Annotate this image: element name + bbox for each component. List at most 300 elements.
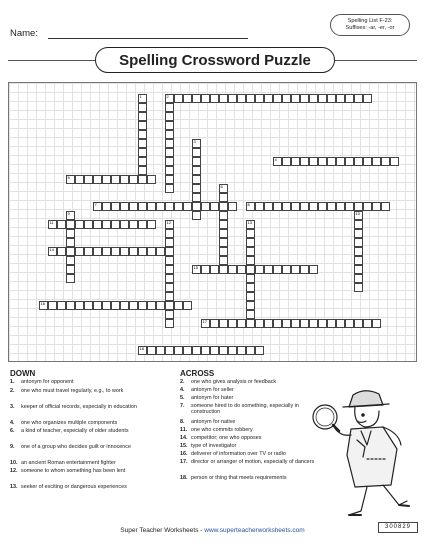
crossword-cell[interactable] [66, 220, 75, 229]
crossword-cell[interactable] [102, 247, 111, 256]
crossword-cell[interactable] [309, 319, 318, 328]
crossword-cell[interactable] [102, 175, 111, 184]
crossword-cell[interactable] [228, 265, 237, 274]
crossword-cell[interactable] [138, 202, 147, 211]
crossword-cell[interactable] [201, 94, 210, 103]
crossword-cell[interactable] [381, 202, 390, 211]
clue-number: 7. [180, 403, 185, 409]
crossword-cell[interactable] [57, 247, 66, 256]
crossword-cell[interactable] [165, 148, 174, 157]
clue-number: 6. [10, 428, 15, 434]
crossword-cell[interactable] [246, 94, 255, 103]
crossword-cell[interactable] [138, 301, 147, 310]
crossword-cell[interactable] [336, 319, 345, 328]
crossword-cell[interactable] [66, 175, 75, 184]
clue-text: keeper of official records, especially in education [21, 404, 137, 410]
clue-text: antonym for opponent [21, 379, 74, 385]
crossword-cell[interactable] [147, 301, 156, 310]
crossword-cell[interactable] [354, 283, 363, 292]
crossword-cell[interactable] [210, 319, 219, 328]
crossword-cell[interactable] [66, 238, 75, 247]
crossword-cell[interactable] [246, 265, 255, 274]
footer-url-link[interactable]: www.superteacherworksheets.com [204, 527, 305, 534]
spelling-list-badge [330, 14, 410, 36]
crossword-cell[interactable] [138, 94, 147, 103]
crossword-cell[interactable] [201, 319, 210, 328]
crossword-cell[interactable] [228, 94, 237, 103]
crossword-cell[interactable] [183, 202, 192, 211]
clue-text: director or arranger of motion, especially of dancers [191, 459, 315, 465]
crossword-cell[interactable] [129, 202, 138, 211]
crossword-cell[interactable] [336, 157, 345, 166]
crossword-cell[interactable] [174, 94, 183, 103]
crossword-cell[interactable] [237, 319, 246, 328]
crossword-cell[interactable] [48, 220, 57, 229]
clue-text: one who must travel regularly, e.g., to work [21, 388, 124, 394]
down-clue [10, 388, 170, 394]
crossword-cell[interactable] [192, 94, 201, 103]
crossword-cell[interactable] [147, 202, 156, 211]
cell-number: 7 [94, 202, 97, 208]
crossword-cell[interactable] [165, 229, 174, 238]
crossword-cell[interactable] [93, 247, 102, 256]
crossword-cell[interactable] [138, 166, 147, 175]
clue-number: 4. [180, 387, 185, 393]
crossword-cell[interactable] [156, 301, 165, 310]
crossword-cell[interactable] [210, 94, 219, 103]
clue-text: deliverer of information over TV or radio [191, 451, 286, 457]
crossword-cell[interactable] [246, 256, 255, 265]
crossword-cell[interactable] [120, 175, 129, 184]
cell-number: 15 [193, 265, 198, 271]
crossword-cell[interactable] [57, 220, 66, 229]
crossword-cell[interactable] [219, 229, 228, 238]
crossword-cell[interactable] [192, 148, 201, 157]
crossword-cell[interactable] [138, 220, 147, 229]
crossword-cell[interactable] [102, 202, 111, 211]
crossword-cell[interactable] [138, 130, 147, 139]
clue-text: one of a group who decides guilt or innocence [21, 444, 131, 450]
crossword-cell[interactable] [264, 265, 273, 274]
crossword-cell[interactable] [327, 94, 336, 103]
crossword-cell[interactable] [192, 211, 201, 220]
crossword-cell[interactable] [120, 247, 129, 256]
clue-text: person or thing that meets requirements [191, 475, 287, 481]
crossword-cell[interactable] [39, 301, 48, 310]
cell-number: 17 [202, 319, 207, 325]
crossword-cell[interactable] [138, 346, 147, 355]
crossword-cell[interactable] [318, 157, 327, 166]
crossword-cell[interactable] [120, 301, 129, 310]
crossword-cell[interactable] [228, 319, 237, 328]
crossword-cell[interactable] [201, 202, 210, 211]
crossword-cell[interactable] [354, 202, 363, 211]
crossword-cell[interactable] [102, 301, 111, 310]
crossword-cell[interactable] [354, 265, 363, 274]
clue-number: 3. [10, 404, 15, 410]
crossword-cell[interactable] [246, 202, 255, 211]
clue-number: 17. [180, 459, 188, 465]
crossword-cell[interactable] [381, 157, 390, 166]
crossword-cell[interactable] [372, 319, 381, 328]
crossword-cell[interactable] [129, 301, 138, 310]
crossword-cell[interactable] [309, 94, 318, 103]
crossword-cell[interactable] [300, 319, 309, 328]
crossword-cell[interactable] [165, 220, 174, 229]
crossword-cell[interactable] [246, 301, 255, 310]
crossword-cell[interactable] [282, 202, 291, 211]
crossword-cell[interactable] [354, 247, 363, 256]
crossword-cell[interactable] [192, 193, 201, 202]
crossword-cell[interactable] [300, 157, 309, 166]
crossword-cell[interactable] [336, 202, 345, 211]
crossword-cell[interactable] [120, 220, 129, 229]
crossword-cell[interactable] [318, 319, 327, 328]
crossword-cell[interactable] [354, 319, 363, 328]
crossword-cell[interactable] [354, 157, 363, 166]
clue-text: antonym for native [191, 419, 236, 425]
crossword-cell[interactable] [345, 319, 354, 328]
crossword-cell[interactable] [66, 256, 75, 265]
crossword-cell[interactable] [291, 202, 300, 211]
crossword-cell[interactable] [192, 202, 201, 211]
crossword-cell[interactable] [300, 94, 309, 103]
crossword-cell[interactable] [147, 220, 156, 229]
clue-text: seeker of exciting or dangerous experiences [21, 484, 127, 490]
clue-number: 18. [180, 475, 188, 481]
crossword-cell[interactable] [219, 193, 228, 202]
crossword-cell[interactable] [354, 94, 363, 103]
crossword-cell[interactable] [111, 247, 120, 256]
clue-number: 10. [10, 460, 18, 466]
down-heading: DOWN [10, 369, 36, 378]
crossword-cell[interactable] [201, 265, 210, 274]
crossword-cell[interactable] [210, 265, 219, 274]
crossword-cell[interactable] [165, 310, 174, 319]
crossword-cell[interactable] [228, 202, 237, 211]
crossword-cell[interactable] [165, 112, 174, 121]
crossword-cell[interactable] [93, 220, 102, 229]
clue-number: 13. [10, 484, 18, 490]
crossword-cell[interactable] [264, 94, 273, 103]
clue-text: antonym for hater [191, 395, 234, 401]
crossword-cell[interactable] [111, 202, 120, 211]
crossword-cell[interactable] [192, 139, 201, 148]
crossword-cell[interactable] [255, 265, 264, 274]
crossword-cell[interactable] [192, 175, 201, 184]
clue-text: competitor; one who opposes [191, 435, 262, 441]
crossword-cell[interactable] [66, 265, 75, 274]
down-clue [10, 420, 170, 426]
crossword-cell[interactable] [75, 220, 84, 229]
crossword-cell[interactable] [165, 247, 174, 256]
crossword-cell[interactable] [102, 220, 111, 229]
crossword-cell[interactable] [156, 346, 165, 355]
crossword-cell[interactable] [66, 274, 75, 283]
crossword-cell[interactable] [84, 301, 93, 310]
crossword-cell[interactable] [165, 292, 174, 301]
crossword-cell[interactable] [138, 121, 147, 130]
crossword-cell[interactable] [228, 346, 237, 355]
crossword-cell[interactable] [165, 184, 174, 193]
crossword-cell[interactable] [84, 220, 93, 229]
crossword-cell[interactable] [192, 157, 201, 166]
crossword-cell[interactable] [363, 94, 372, 103]
crossword-cell[interactable] [273, 319, 282, 328]
crossword-cell[interactable] [354, 211, 363, 220]
crossword-cell[interactable] [246, 229, 255, 238]
crossword-cell[interactable] [156, 247, 165, 256]
crossword-cell[interactable] [327, 157, 336, 166]
crossword-cell[interactable] [165, 274, 174, 283]
crossword-cell[interactable] [219, 256, 228, 265]
crossword-cell[interactable] [165, 166, 174, 175]
crossword-cell[interactable] [174, 202, 183, 211]
crossword-cell[interactable] [291, 94, 300, 103]
crossword-cell[interactable] [192, 166, 201, 175]
crossword-cell[interactable] [246, 319, 255, 328]
crossword-cell[interactable] [165, 121, 174, 130]
clue-number: 9. [10, 444, 15, 450]
crossword-cell[interactable] [318, 94, 327, 103]
clue-text: someone hired to do something, especially in construction [191, 403, 299, 416]
crossword-cell[interactable] [282, 265, 291, 274]
crossword-cell[interactable] [354, 220, 363, 229]
clue-number: 11. [180, 427, 188, 433]
crossword-cell[interactable] [246, 292, 255, 301]
crossword-cell[interactable] [183, 346, 192, 355]
cell-number: 18 [139, 346, 144, 352]
footer [0, 527, 425, 534]
crossword-cell[interactable] [354, 256, 363, 265]
crossword-cell[interactable] [129, 175, 138, 184]
crossword-cell[interactable] [165, 202, 174, 211]
crossword-cell[interactable] [75, 301, 84, 310]
crossword-cell[interactable] [174, 346, 183, 355]
crossword-cell[interactable] [219, 211, 228, 220]
badge-list-number: Spelling List F-23: [347, 18, 393, 24]
crossword-cell[interactable] [264, 202, 273, 211]
crossword-cell[interactable] [129, 220, 138, 229]
crossword-cell[interactable] [219, 94, 228, 103]
clue-number: 2. [180, 379, 185, 385]
crossword-cell[interactable] [165, 175, 174, 184]
crossword-cell[interactable] [255, 319, 264, 328]
crossword-cell[interactable] [219, 184, 228, 193]
crossword-cell[interactable] [273, 265, 282, 274]
crossword-cell[interactable] [57, 301, 66, 310]
crossword-cell[interactable] [327, 202, 336, 211]
crossword-cell[interactable] [372, 157, 381, 166]
crossword-cell[interactable] [237, 94, 246, 103]
crossword-cell[interactable] [138, 112, 147, 121]
cell-number: 10 [355, 211, 360, 217]
crossword-cell[interactable] [75, 175, 84, 184]
crossword-cell[interactable] [363, 319, 372, 328]
clue-number: 2. [10, 388, 15, 394]
crossword-cell[interactable] [345, 202, 354, 211]
crossword-cell[interactable] [219, 247, 228, 256]
crossword-cell[interactable] [363, 202, 372, 211]
crossword-cell[interactable] [219, 346, 228, 355]
crossword-cell[interactable] [237, 346, 246, 355]
crossword-cell[interactable] [345, 94, 354, 103]
crossword-cell[interactable] [192, 265, 201, 274]
crossword-cell[interactable] [165, 139, 174, 148]
crossword-cell[interactable] [147, 175, 156, 184]
crossword-cell[interactable] [336, 94, 345, 103]
crossword-cell[interactable] [165, 130, 174, 139]
clue-number: 1. [10, 379, 15, 385]
crossword-cell[interactable] [354, 229, 363, 238]
crossword-cell[interactable] [354, 238, 363, 247]
crossword-cell[interactable] [246, 247, 255, 256]
clue-text: one who gives analysis or feedback [191, 379, 277, 385]
crossword-cell[interactable] [372, 202, 381, 211]
clue-number: 16. [180, 451, 188, 457]
crossword-cell[interactable] [291, 319, 300, 328]
crossword-cell[interactable] [246, 274, 255, 283]
cell-number: 12 [166, 220, 171, 226]
page-title: Spelling Crossword Puzzle [95, 47, 335, 73]
crossword-cell[interactable] [219, 319, 228, 328]
crossword-cell[interactable] [111, 175, 120, 184]
crossword-cell[interactable] [291, 265, 300, 274]
crossword-cell[interactable] [246, 346, 255, 355]
name-field[interactable] [48, 38, 248, 39]
crossword-cell[interactable] [246, 283, 255, 292]
crossword-cell[interactable] [138, 148, 147, 157]
crossword-cell[interactable] [147, 346, 156, 355]
crossword-cell[interactable] [255, 346, 264, 355]
crossword-grid [8, 82, 417, 362]
crossword-cell[interactable] [138, 139, 147, 148]
crossword-cell[interactable] [300, 202, 309, 211]
crossword-cell[interactable] [273, 202, 282, 211]
cell-number: 2 [166, 94, 169, 100]
clue-text: one who commits robbery [191, 427, 253, 433]
title-banner [8, 47, 417, 73]
crossword-cell[interactable] [165, 94, 174, 103]
crossword-cell[interactable] [354, 274, 363, 283]
crossword-cell[interactable] [255, 202, 264, 211]
crossword-cell[interactable] [111, 301, 120, 310]
crossword-cell[interactable] [147, 247, 156, 256]
crossword-cell[interactable] [300, 265, 309, 274]
crossword-cell[interactable] [138, 175, 147, 184]
crossword-cell[interactable] [165, 256, 174, 265]
crossword-cell[interactable] [246, 220, 255, 229]
crossword-cell[interactable] [183, 301, 192, 310]
crossword-cell[interactable] [309, 265, 318, 274]
clue-number: 14. [180, 435, 188, 441]
crossword-cell[interactable] [390, 157, 399, 166]
crossword-cell[interactable] [156, 202, 165, 211]
crossword-cell[interactable] [210, 346, 219, 355]
crossword-cell[interactable] [165, 103, 174, 112]
crossword-cell[interactable] [174, 301, 183, 310]
crossword-cell[interactable] [48, 247, 57, 256]
crossword-cell[interactable] [219, 202, 228, 211]
cell-number: 5 [67, 175, 70, 181]
crossword-cell[interactable] [66, 211, 75, 220]
crossword-cell[interactable] [255, 94, 264, 103]
clue-number: 8. [180, 419, 185, 425]
crossword-cell[interactable] [93, 301, 102, 310]
crossword-cell[interactable] [282, 157, 291, 166]
clue-text: antonym for seller [191, 387, 234, 393]
crossword-cell[interactable] [129, 247, 138, 256]
clue-number: 12. [10, 468, 18, 474]
crossword-cell[interactable] [237, 265, 246, 274]
crossword-cell[interactable] [219, 265, 228, 274]
crossword-cell[interactable] [66, 229, 75, 238]
crossword-cell[interactable] [219, 220, 228, 229]
crossword-cell[interactable] [111, 220, 120, 229]
crossword-cell[interactable] [309, 157, 318, 166]
crossword-cell[interactable] [93, 175, 102, 184]
crossword-cell[interactable] [138, 247, 147, 256]
crossword-cell[interactable] [219, 238, 228, 247]
crossword-cell[interactable] [246, 310, 255, 319]
crossword-cell[interactable] [165, 319, 174, 328]
crossword-cell[interactable] [138, 103, 147, 112]
crossword-cell[interactable] [84, 247, 93, 256]
crossword-cell[interactable] [84, 175, 93, 184]
crossword-cell[interactable] [201, 346, 210, 355]
crossword-cell[interactable] [192, 346, 201, 355]
down-clue [10, 404, 170, 410]
crossword-cell[interactable] [183, 94, 192, 103]
cell-number: 13 [247, 220, 252, 226]
crossword-cell[interactable] [192, 184, 201, 193]
clue-text: one who organizes multiple components [21, 420, 118, 426]
crossword-cell[interactable] [120, 202, 129, 211]
cell-number: 4 [274, 157, 277, 163]
crossword-cell[interactable] [138, 157, 147, 166]
crossword-cell[interactable] [165, 265, 174, 274]
crossword-cell[interactable] [210, 202, 219, 211]
crossword-cell[interactable] [165, 157, 174, 166]
crossword-cell[interactable] [363, 157, 372, 166]
crossword-cell[interactable] [273, 157, 282, 166]
crossword-cell[interactable] [264, 319, 273, 328]
cell-number: 6 [220, 184, 223, 190]
crossword-cell[interactable] [345, 157, 354, 166]
crossword-cell[interactable] [246, 238, 255, 247]
crossword-cell[interactable] [66, 247, 75, 256]
crossword-cell[interactable] [273, 94, 282, 103]
crossword-cell[interactable] [93, 202, 102, 211]
across-heading: ACROSS [180, 369, 215, 378]
down-clue [10, 379, 170, 385]
crossword-cell[interactable] [165, 283, 174, 292]
crossword-cell[interactable] [327, 319, 336, 328]
crossword-cell[interactable] [309, 202, 318, 211]
crossword-cell[interactable] [282, 94, 291, 103]
crossword-cell[interactable] [66, 301, 75, 310]
crossword-cell[interactable] [165, 346, 174, 355]
crossword-cell[interactable] [75, 247, 84, 256]
crossword-cell[interactable] [48, 301, 57, 310]
crossword-cell[interactable] [165, 238, 174, 247]
crossword-cell[interactable] [282, 319, 291, 328]
down-clue [10, 484, 170, 490]
crossword-cell[interactable] [291, 157, 300, 166]
crossword-cell[interactable] [318, 202, 327, 211]
crossword-cell[interactable] [165, 301, 174, 310]
cell-number: 9 [67, 211, 70, 217]
